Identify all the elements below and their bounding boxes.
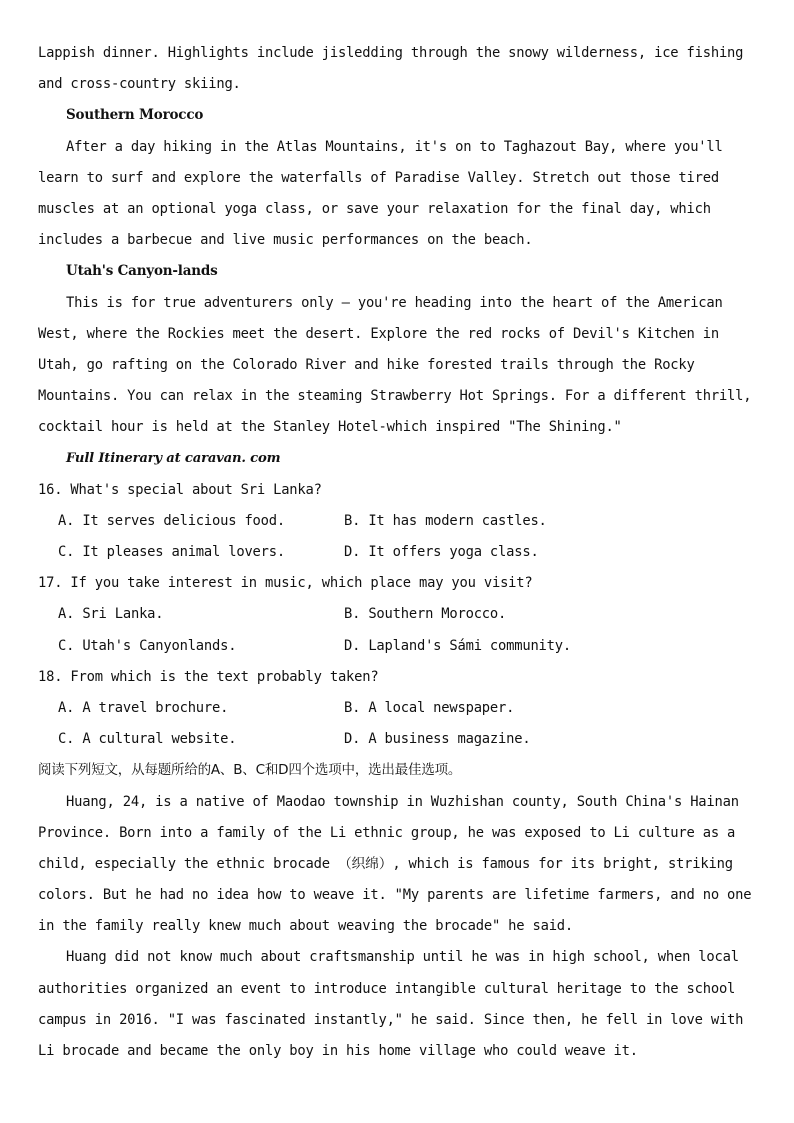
text-line: Huang, 24, is a native of Maodao township in Wuzhishan county, South China's Hainan	[66, 793, 739, 810]
options-row	[38, 693, 750, 724]
text-line: Li brocade and became the only boy in his home village who could weave it.	[38, 1043, 638, 1059]
text-line: muscles at an optional yoga class, or save your relaxation for the final day, which	[38, 200, 711, 217]
options-row	[38, 599, 750, 630]
text-line: child, especially the ethnic brocade （织绵）, which is famous for its bright, striking	[38, 855, 733, 872]
option-b: B. A local newspaper.	[344, 699, 515, 716]
text-line: cocktail hour is held at the Stanley Hotel-which inspired "The Shining."	[38, 419, 622, 436]
option-d: D. A business magazine.	[344, 731, 531, 748]
text-line: West, where the Rockies meet the desert. Explore the red rocks of Devil's Kitchen in	[38, 325, 719, 342]
text-line: includes a barbecue and live music performances on the beach.	[38, 232, 533, 249]
options-row	[38, 631, 750, 662]
section-heading-morocco: Southern Morocco	[66, 107, 204, 124]
text-line: authorities organized an event to introduce intangible cultural heritage to the school	[38, 980, 736, 997]
option-c: C. It pleases animal lovers.	[58, 544, 285, 560]
question-stem: 18. From which is the text probably taken?	[38, 668, 379, 685]
option-a: A. A travel brochure.	[58, 699, 229, 716]
text-line: Lappish dinner. Highlights include jisledding through the snowy wilderness, ice fishing	[38, 45, 744, 61]
text-line: in the family really knew much about weaving the brocade" he said.	[38, 918, 574, 935]
document-page	[38, 38, 750, 1067]
option-c: C. A cultural website.	[58, 731, 237, 748]
text-line: Mountains. You can relax in the steaming Strawberry Hot Springs. For a different thrill,	[38, 388, 752, 405]
question-stem: 17. If you take interest in music, which place may you visit?	[38, 575, 533, 592]
question-stem: 16. What's special about Sri Lanka?	[38, 481, 322, 498]
options-row	[38, 724, 750, 755]
options-row	[38, 506, 750, 537]
text-line: colors. But he had no idea how to weave it. "My parents are lifetime farmers, and no one	[38, 887, 752, 904]
section-heading-utah: Utah's Canyon-lands	[66, 263, 218, 280]
option-a: A. Sri Lanka.	[58, 606, 164, 623]
text-line: learn to surf and explore the waterfalls of Paradise Valley. Stretch out those tired	[38, 169, 719, 186]
text-line: This is for true adventurers only — you're heading into the heart of the American	[66, 294, 723, 311]
itinerary-note: Full Itinerary at caravan. com	[66, 451, 281, 467]
option-d: D. It offers yoga class.	[344, 544, 539, 560]
options-row	[38, 537, 750, 568]
option-a: A. It serves delicious food.	[58, 512, 285, 529]
text-line: Utah, go rafting on the Colorado River and hike forested trails through the Rocky	[38, 356, 695, 373]
option-c: C. Utah's Canyonlands.	[58, 637, 237, 654]
text-line: and cross-country skiing.	[38, 76, 241, 93]
text-line: Huang did not know much about craftsmanship until he was in high school, when local	[66, 949, 739, 966]
text-line: Province. Born into a family of the Li ethnic group, he was exposed to Li culture as a	[38, 824, 736, 841]
option-d: D. Lapland's Sámi community.	[344, 637, 571, 654]
option-b: B. Southern Morocco.	[344, 606, 507, 623]
option-b: B. It has modern castles.	[344, 512, 547, 529]
text-line: After a day hiking in the Atlas Mountains, it's on to Taghazout Bay, where you'll	[66, 138, 723, 155]
section-instruction: 阅读下列短文，从每题所给的A、B、C和D四个选项中，选出最佳选项。	[38, 762, 462, 779]
text-line: campus in 2016. "I was fascinated instantly," he said. Since then, he fell in love with	[38, 1011, 744, 1028]
